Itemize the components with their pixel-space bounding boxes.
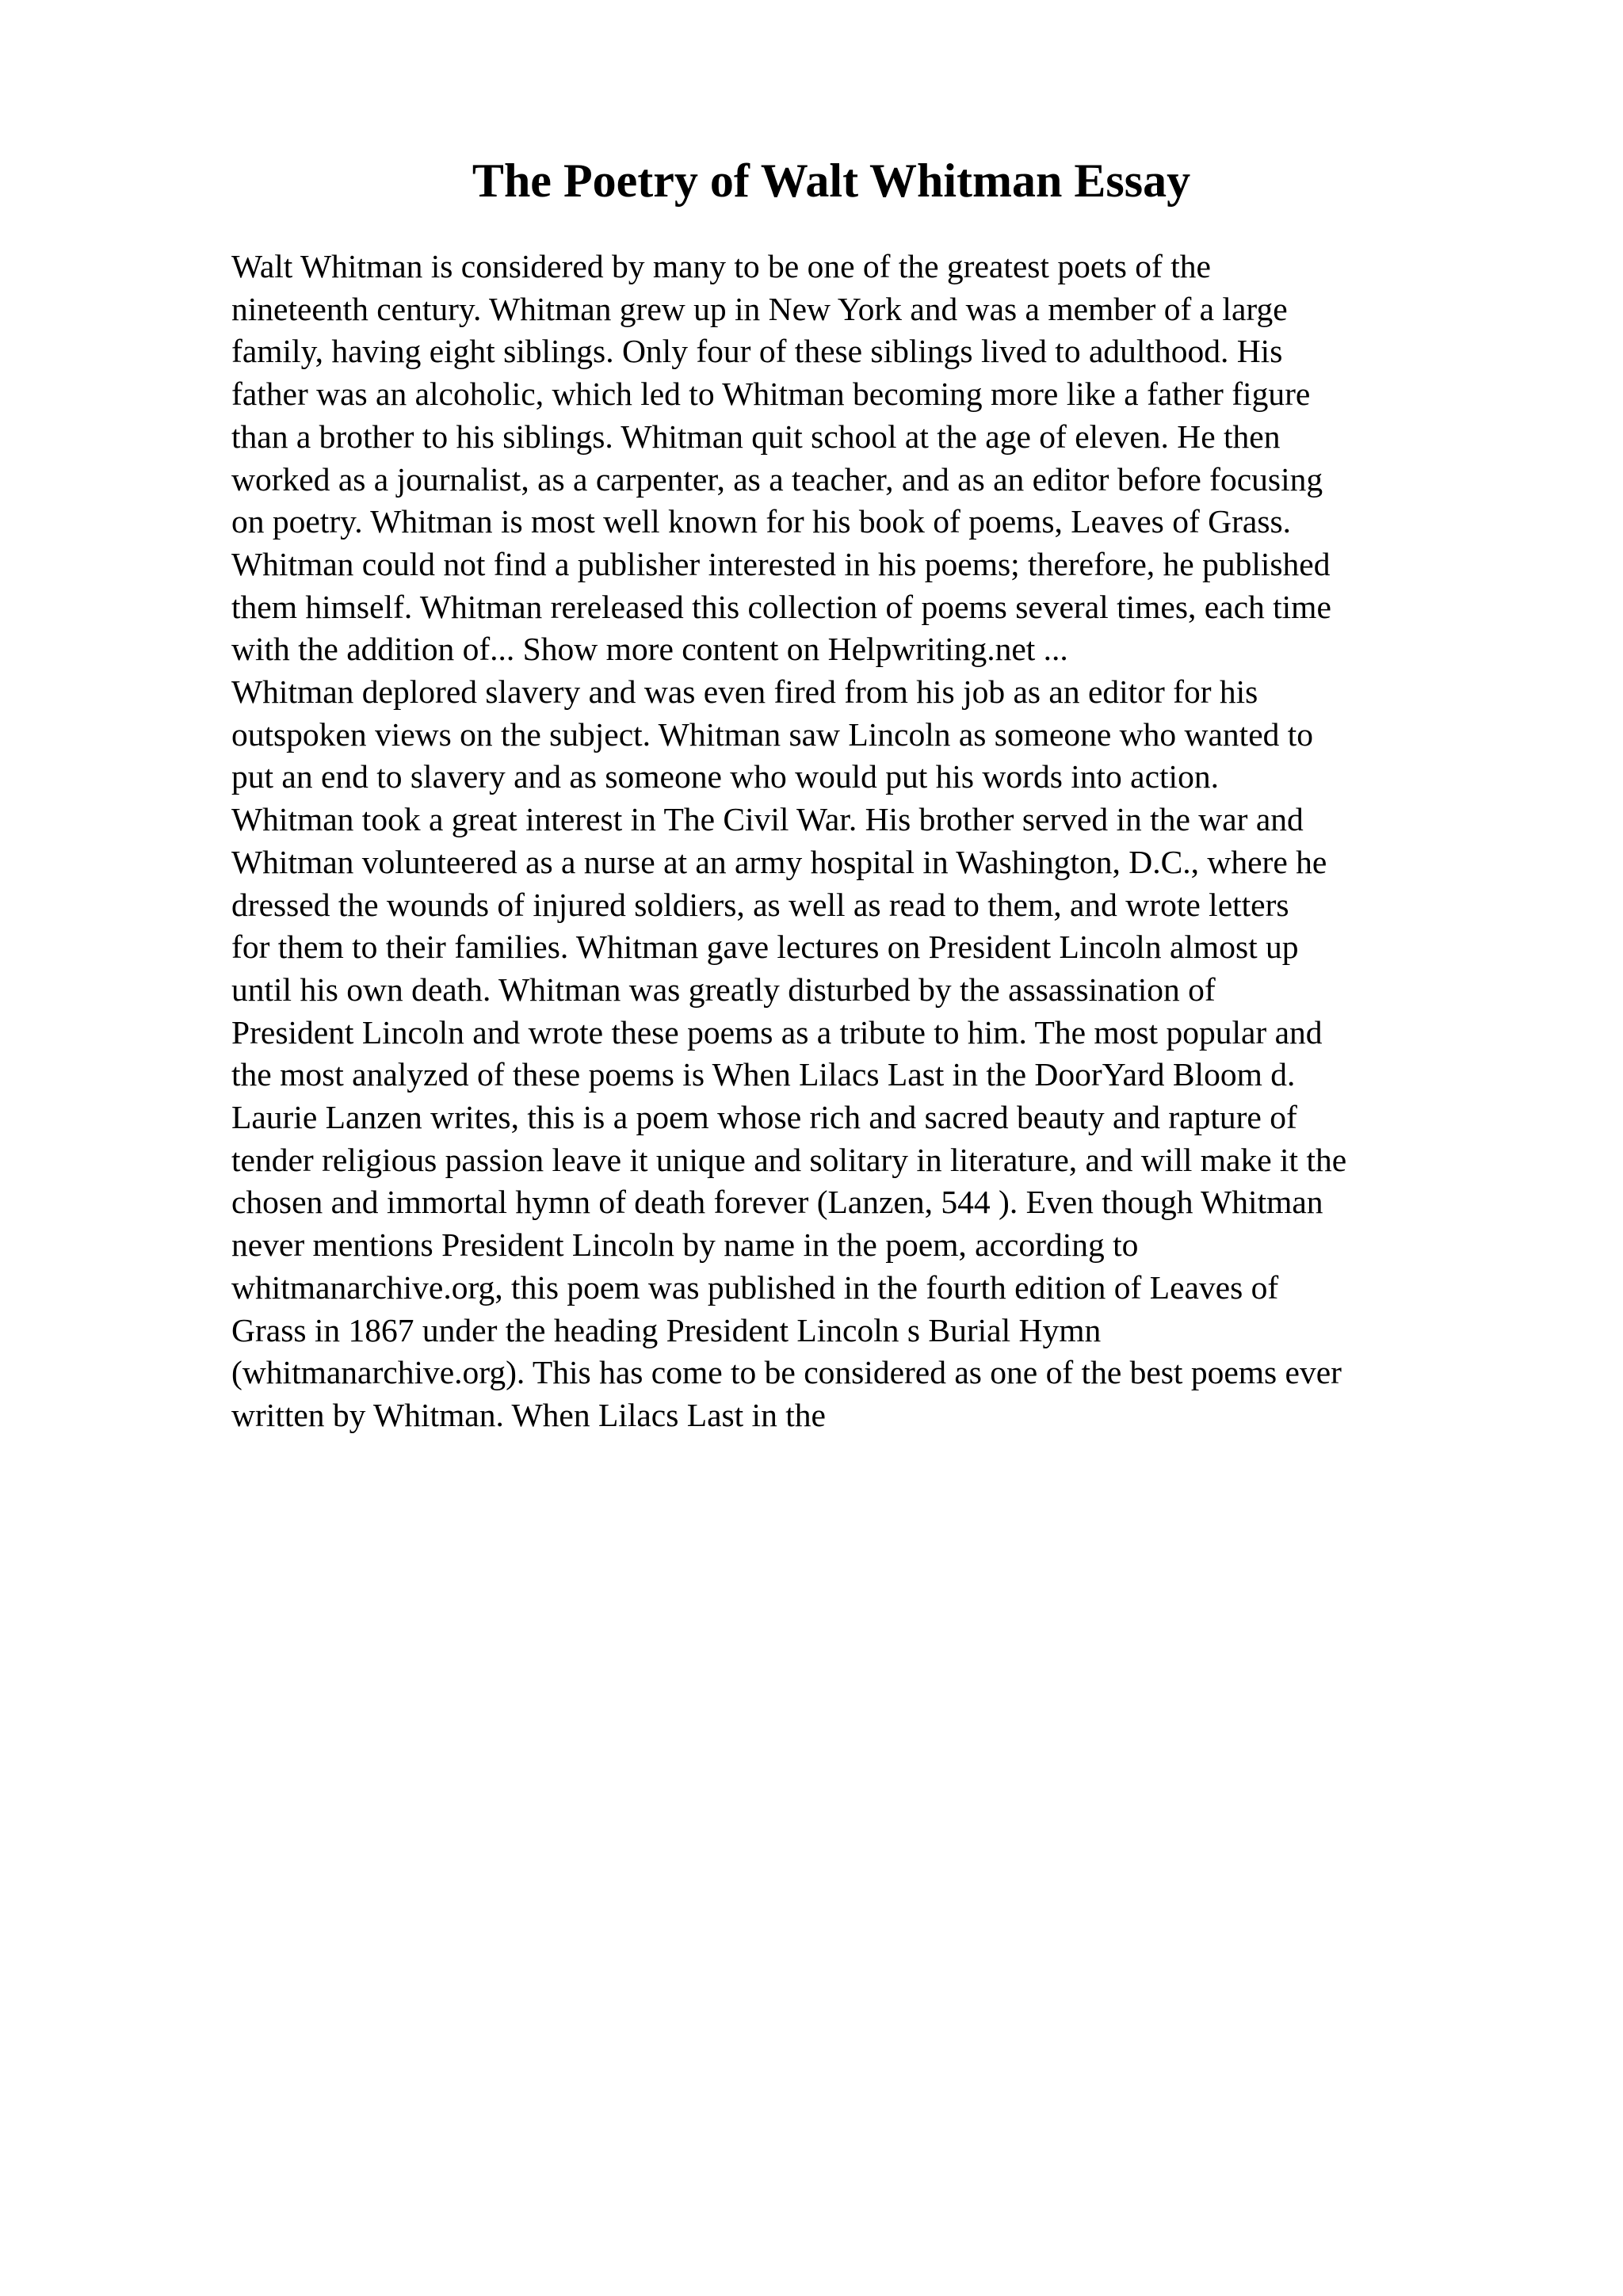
text-line: nineteenth century. Whitman grew up in New York and was a member of a large bbox=[231, 290, 1288, 327]
text-line: dressed the wounds of injured soldiers, as well as read to them, and wrote letters bbox=[231, 886, 1289, 923]
text-line: than a brother to his siblings. Whitman quit school at the age of eleven. He then bbox=[231, 418, 1281, 455]
text-line: until his own death. Whitman was greatly disturbed by the assassination of bbox=[231, 971, 1216, 1008]
text-line: Walt Whitman is considered by many to be one of the greatest poets of the bbox=[231, 248, 1211, 284]
text-line: worked as a journalist, as a carpenter, as a teacher, and as an editor before focusing bbox=[231, 460, 1323, 498]
text-line: the most analyzed of these poems is When Lilacs Last in the DoorYard Bloom d. bbox=[231, 1056, 1296, 1093]
text-line: Whitman took a great interest in The Civil War. His brother served in the war and bbox=[231, 801, 1304, 838]
text-line: tender religious passion leave it unique and solitary in literature, and will make it the bbox=[231, 1141, 1347, 1178]
text-line: never mentions President Lincoln by name in the poem, according to bbox=[231, 1226, 1139, 1264]
text-line: whitmanarchive.org, this poem was published in the fourth edition of Leaves of bbox=[231, 1268, 1279, 1306]
text-line: Whitman could not find a publisher interested in his poems; therefore, he published bbox=[231, 545, 1331, 582]
text-line: father was an alcoholic, which led to Whitman becoming more like a father figure bbox=[231, 376, 1311, 413]
text-line: on poetry. Whitman is most well known for his book of poems, Leaves of Grass. bbox=[231, 503, 1292, 540]
text-line: chosen and immortal hymn of death forever (Lanzen, 544 ). Even though Whitman bbox=[231, 1184, 1323, 1221]
text-line: Grass in 1867 under the heading President Lincoln s Burial Hymn bbox=[231, 1311, 1102, 1348]
text-line: with the addition of... Show more content on Helpwriting.net ... bbox=[231, 631, 1068, 668]
text-line: (whitmanarchive.org). This has come to be considered as one of the best poems ever bbox=[231, 1354, 1342, 1391]
text-line: for them to their families. Whitman gave lectures on President Lincoln almost up bbox=[231, 929, 1299, 966]
text-line: Whitman volunteered as a nurse at an army hospital in Washington, D.C., where he bbox=[231, 843, 1327, 880]
text-line: them himself. Whitman rereleased this collection of poems several times, each time bbox=[231, 588, 1331, 625]
text-line: put an end to slavery and as someone who would put his words into action. bbox=[231, 758, 1219, 795]
text-line: Laurie Lanzen writes, this is a poem whose rich and sacred beauty and rapture of bbox=[231, 1099, 1297, 1136]
page-title: The Poetry of Walt Whitman Essay bbox=[472, 154, 1191, 207]
essay-body bbox=[231, 246, 1594, 1437]
text-line: outspoken views on the subject. Whitman saw Lincoln as someone who wanted to bbox=[231, 715, 1314, 753]
text-line: Whitman deplored slavery and was even fired from his job as an editor for his bbox=[231, 673, 1258, 711]
text-line: family, having eight siblings. Only four of these siblings lived to adulthood. His bbox=[231, 333, 1283, 370]
text-line: written by Whitman. When Lilacs Last in the bbox=[231, 1396, 826, 1433]
text-line: President Lincoln and wrote these poems as a tribute to him. The most popular and bbox=[231, 1013, 1323, 1051]
